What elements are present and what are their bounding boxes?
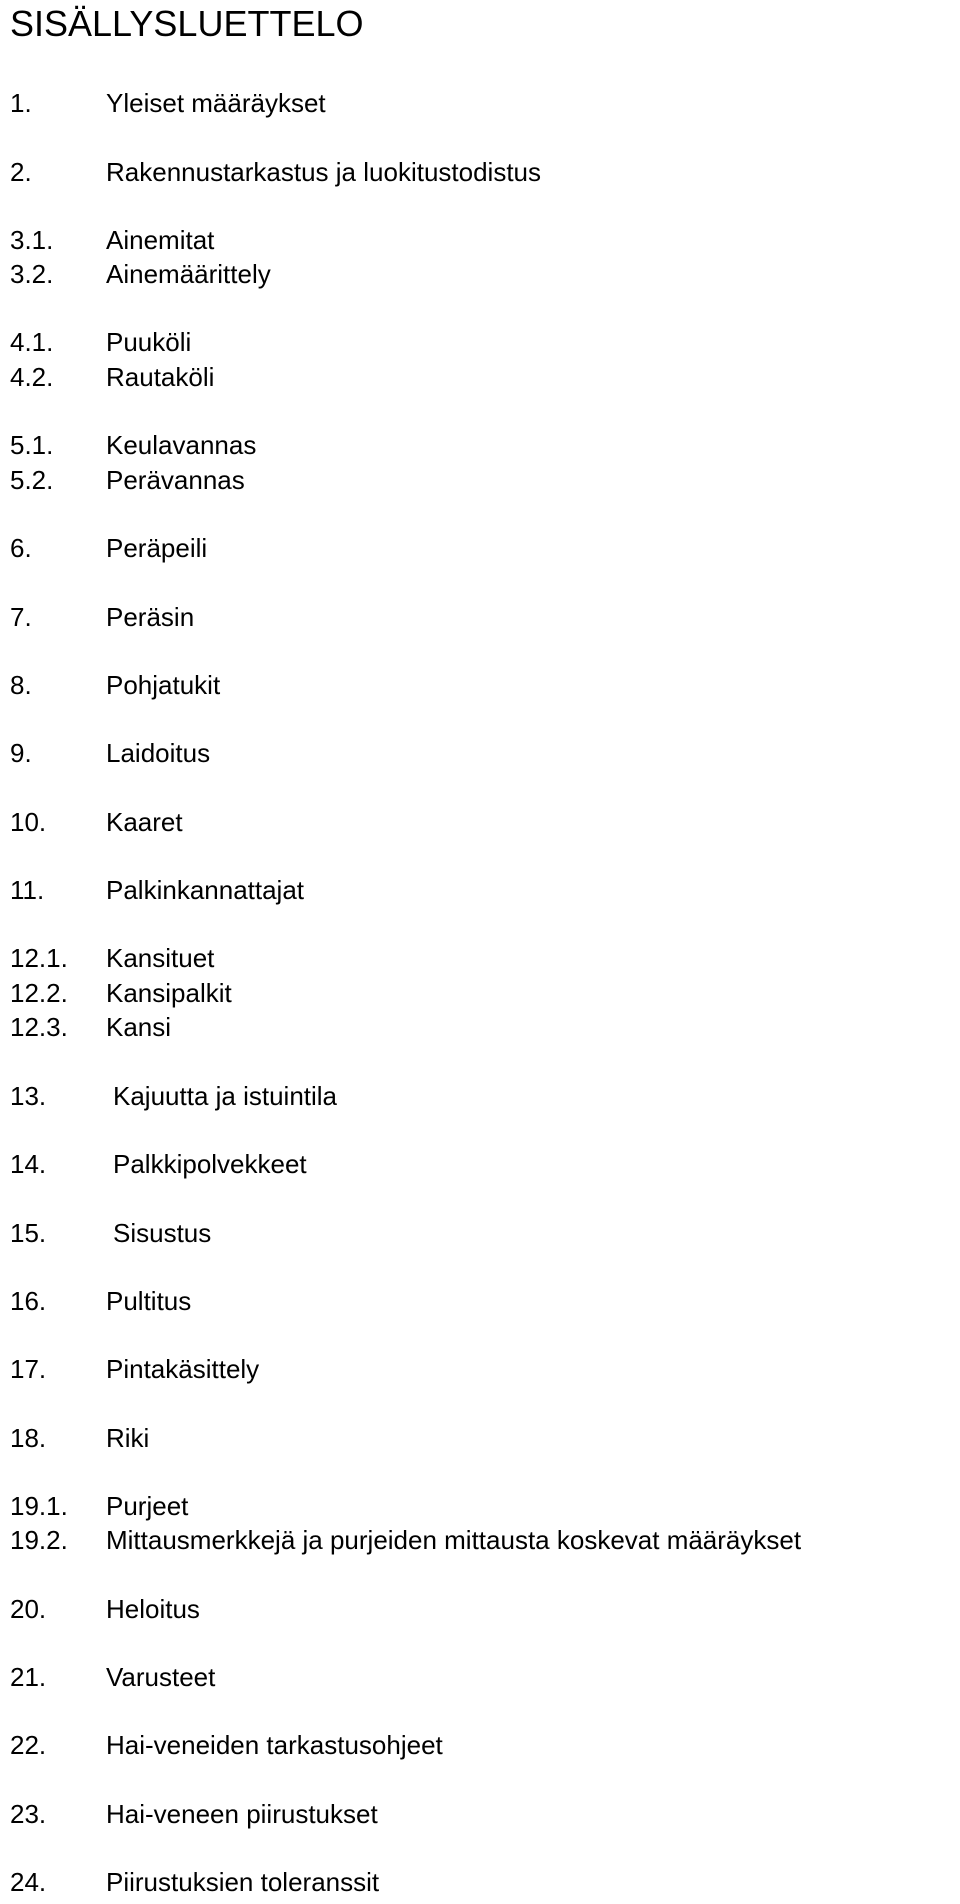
toc-entry-title: Kansituet [106,943,215,973]
toc-entry-title: Kajuutta ja istuintila [113,1081,338,1111]
toc-entry-number: 22. [10,1730,47,1760]
toc-entry-number: 5.1. [10,430,54,460]
toc-entry-number: 11. [10,875,45,905]
toc-entry-number: 12.2. [10,978,68,1008]
toc-entry-number: 6. [10,533,32,563]
toc-entry-number: 23. [10,1799,47,1829]
toc-entry-number: 8. [10,670,32,700]
toc-entry-title: Peräpeili [106,533,208,563]
toc-entry-number: 5.2. [10,465,54,495]
toc-entry-number: 19.1. [10,1491,68,1521]
toc-entry-title: Laidoitus [106,738,211,768]
toc-entry-title: Pohjatukit [106,670,221,700]
toc-entry-title: Varusteet [106,1662,216,1692]
toc-entry-title: Kansipalkit [106,978,232,1008]
toc-entry-title: Mittausmerkkejä ja purjeiden mittausta koskevat määräykset [106,1525,802,1555]
toc-entry-number: 4.2. [10,362,54,392]
toc-entry-number: 3.1. [10,225,54,255]
toc-entry-title: Piirustuksien toleranssit [106,1867,380,1897]
toc-entry-title: Kaaret [106,807,183,837]
toc-entry-number: 4.1. [10,327,54,357]
toc-entry-title: Pintakäsittely [106,1354,260,1384]
toc-entry-number: 15. [10,1218,47,1248]
toc-entry-title: Perävannas [106,465,245,495]
toc-entry-title: Heloitus [106,1594,200,1624]
toc-entry-title: Hai-veneen piirustukset [106,1799,378,1829]
toc-entry-number: 16. [10,1286,47,1316]
toc-entry-number: 14. [10,1149,47,1179]
toc-entry-number: 3.2. [10,259,54,289]
toc-entry-number: 13. [10,1081,47,1111]
toc-entry-title: Ainemitat [106,225,215,255]
toc-entry-title: Puuköli [106,327,192,357]
toc-entry-title: Sisustus [113,1218,212,1248]
toc-entry-title: Peräsin [106,602,195,632]
toc-entry-number: 18. [10,1423,47,1453]
toc-entry-title: Keulavannas [106,430,257,460]
page-title: SISÄLLYSLUETTELO [10,3,364,44]
toc-entry-title: Riki [106,1423,150,1453]
toc-entry-number: 12.1. [10,943,68,973]
toc-entry-title: Hai-veneiden tarkastusohjeet [106,1730,443,1760]
toc-entry-title: Palkinkannattajat [106,875,305,905]
toc-entry-title: Kansi [106,1012,172,1042]
toc-entry-number: 21. [10,1662,47,1692]
toc-entry-title: Yleiset määräykset [106,88,326,118]
toc-entry-title: Rakennustarkastus ja luokitustodistus [106,157,542,187]
toc-entry-number: 20. [10,1594,47,1624]
toc-entry-number: 10. [10,807,47,837]
toc-entry-title: Purjeet [106,1491,189,1521]
toc-entry-title: Rautaköli [106,362,215,392]
toc-entry-number: 24. [10,1867,47,1897]
toc-entry-number: 19.2. [10,1525,68,1555]
toc-entry-number: 12.3. [10,1012,68,1042]
toc-entry-title: Palkkipolvekkeet [113,1149,307,1179]
toc-entry-number: 1. [10,88,32,118]
toc-entry-title: Ainemäärittely [106,259,271,289]
toc-entry-number: 7. [10,602,32,632]
toc-entry-number: 2. [10,157,32,187]
toc-entry-number: 17. [10,1354,47,1384]
toc-entry-number: 9. [10,738,32,768]
toc-entry-title: Pultitus [106,1286,192,1316]
